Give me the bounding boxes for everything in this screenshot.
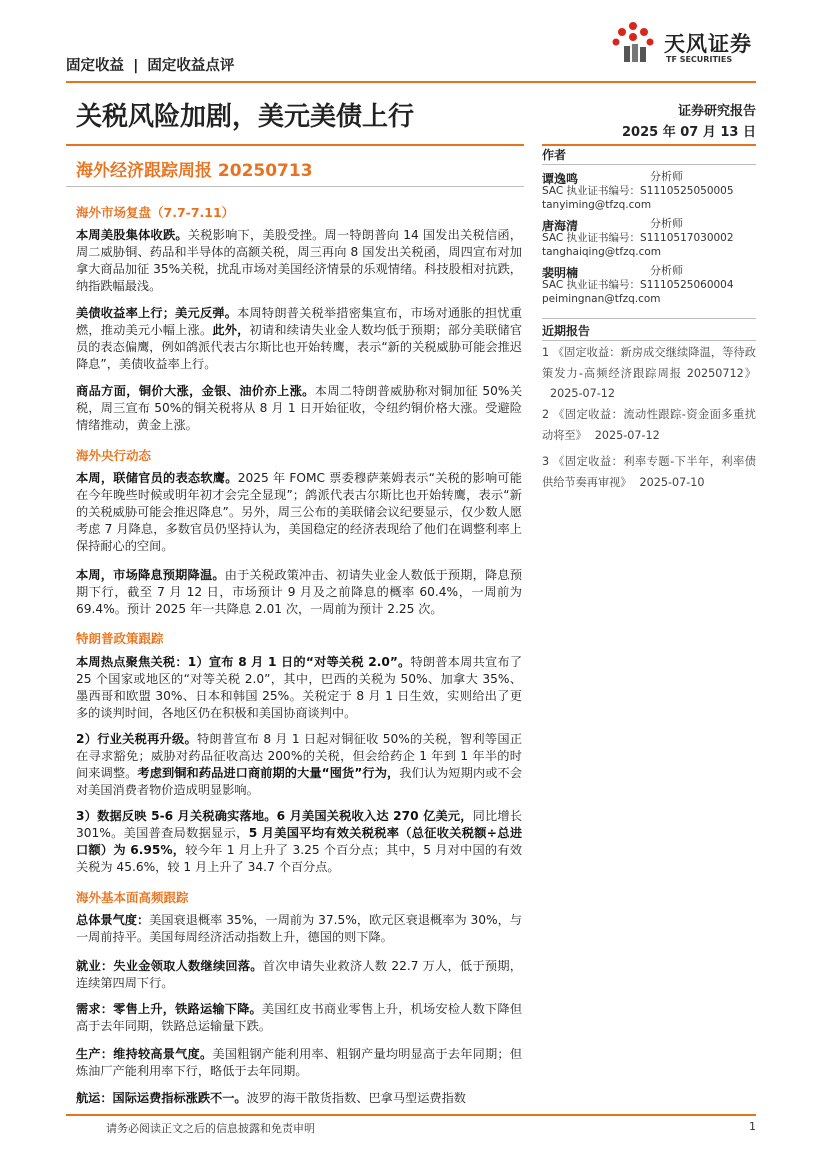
body-paragraph (76, 731, 522, 799)
author-sac: SAC 执业证书编号：S1110517030002 (542, 232, 734, 244)
paragraph-lead: 总体景气度： (76, 913, 150, 927)
authors-divider (542, 164, 756, 165)
paragraph-emphasis: 1）宣布 8 月 1 日的“对等关税 2.0”。 (187, 655, 411, 669)
body-paragraph (76, 1046, 522, 1080)
body-paragraph (76, 470, 522, 555)
author-name: 裴明楠 (542, 266, 579, 280)
paragraph-lead: 商品方面，铜价大涨，金银、油价亦上涨。 (76, 384, 315, 398)
recent-heading: 近期报告 (542, 324, 591, 338)
paragraph-lead: 3）数据反映 5-6 月关税确实落地。6 月美国关税收入达 270 亿美元， (76, 809, 473, 823)
paragraph-text: 我们认为短期内或不会对美国消费者物价造成明显影响。 (76, 766, 523, 797)
author-role: 分析师 (650, 217, 683, 230)
paragraph-text: 美国红皮书商业零售上升，机场安检人数下降但高于去年同期，铁路总运输量下跌。 (76, 1002, 523, 1033)
header-category (66, 54, 234, 75)
body-paragraph (76, 383, 522, 434)
footer-divider (66, 1114, 756, 1116)
paragraph-text: 特朗普本周共宣布了 25 个国家或地区的“对等关税 2.0”，其中，巴西的关税为 50%、加拿大 35%、墨西哥和欧盟 30%、日本和韩国 25%。关税定于 8 月 1 日生效，实则给出了更多的谈判时间，各地区仍在积极和美国协商谈判中。 (76, 655, 523, 720)
body-paragraph (76, 654, 522, 722)
body-paragraph (76, 305, 522, 373)
recent-report-item[interactable] (542, 343, 756, 405)
author-email[interactable]: tanghaiqing@tfzq.com (542, 246, 662, 258)
paragraph-text: 波罗的海干散货指数、巴拿马型运费指数 (246, 1091, 466, 1105)
section-heading: 特朗普政策跟踪 (76, 631, 164, 646)
body-paragraph (76, 227, 522, 295)
body-paragraph (76, 808, 522, 876)
paragraph-lead: 需求：零售上升，铁路运输下降。 (76, 1002, 262, 1016)
recent-report-item[interactable] (542, 452, 756, 493)
paragraph-lead: 本周美股集体收跌。 (76, 228, 188, 242)
body-paragraph (76, 912, 522, 946)
paragraph-text: 初请和续请失业金人数均低于预期；部分美联储官员的表态偏鹰，例如鸽派代表古尔斯比也开始转鹰，表示“新的关税威胁可能会推迟降息”，美债收益率上行。 (76, 323, 523, 371)
page-title: 关税风险加剧，美元美债上行 (76, 102, 415, 132)
recent-report-date: 2025-07-12 (550, 387, 616, 400)
paragraph-lead: 本周，市场降息预期降温。 (76, 568, 225, 582)
paragraph-lead: 美债收益率上行；美元反弹。 (76, 306, 238, 320)
paragraph-text: 美国衰退概率 35%，一周前为 37.5%，欧元区衰退概率为 30%，与一周前持平。美国每周经济活动指数上升，德国的则下降。 (76, 913, 522, 944)
brand-name-en: TF SECURITIES (666, 55, 733, 64)
report-subtitle: 海外经济跟踪周报 20250713 (76, 161, 313, 181)
recent-report-date: 2025-07-10 (639, 475, 705, 489)
paragraph-text: 较今年 1 月上升了 3.25 个百分点；其中，5 月对中国的有效关税为 45.6%，较 1 月上升了 34.7 个百分点。 (76, 843, 523, 874)
author-email[interactable]: tanyiming@tfzq.com (542, 199, 652, 211)
category-separator: | (133, 58, 139, 74)
title-divider-left (66, 144, 524, 146)
author-sac: SAC 执业证书编号：S1110525050005 (542, 185, 734, 197)
recent-divider (542, 340, 756, 341)
recent-report-title: 2 《固定收益：流动性跟踪-资金面多重扰动将至》 (542, 408, 756, 442)
report-date: 2025 年 07 月 13 日 (622, 125, 756, 140)
author-role: 分析师 (650, 170, 683, 183)
author-name: 唐海清 (542, 219, 579, 233)
author-sac: SAC 执业证书编号：S1110525060004 (542, 279, 734, 291)
report-type: 证券研究报告 (677, 104, 756, 119)
author-block (542, 215, 756, 259)
paragraph-text: 同比增长 301%。美国普查局数据显示， (76, 809, 523, 840)
header-divider (66, 81, 756, 83)
paragraph-text: 关税影响下，美股受挫。周一特朗普向 14 国发出关税信函，周二威胁铜、药品和半导体的高额关税，周三再向 8 国发出关税函，周四宣布对加拿大商品加征 35%关税，扰乱市场对美国经济情景的乐观情绪。科技股相对抗跌，纳指跌幅最浅。 (76, 228, 522, 293)
subtitle-divider (66, 186, 524, 187)
author-name: 谭逸鸣 (542, 172, 579, 186)
category-label: 固定收益 (66, 58, 124, 74)
paragraph-text: 2025 年 FOMC 票委穆萨莱姆表示“关税的影响可能在今年晚些时候或明年初才会完全显现”；鸽派代表古尔斯比也开始转鹰，表示“新的关税威胁可能会推迟降息”。另外，周三公布的美联储会议纪要显示，仅少数人愿考虑 7 月降息，多数官员仍坚持认为，美国稳定的经济表现给了他们在调整利率上保持耐心的空间。 (76, 471, 522, 553)
recent-top-divider (542, 318, 756, 319)
recent-report-item[interactable] (542, 405, 756, 446)
body-paragraph (76, 1090, 522, 1107)
paragraph-lead: 就业：失业金领取人数继续回落。 (76, 959, 263, 973)
page-number: 1 (749, 1120, 756, 1133)
paragraph-text: 特朗普宣布 8 月 1 日起对铜征收 50%的关税，智利等国正在寻求豁免；威胁对药品征收高达 200%的关税，但会给药企 1 年到 1 年半的时间来调整。 (76, 732, 523, 780)
paragraph-text: 本周二特朗普威胁称对铜加征 50%关税，周三宣布 50%的铜关税将从 8 月 1 日开始征收，令纽约铜价格大涨。受避险情绪推动，黄金上涨。 (76, 384, 523, 432)
paragraph-text: 美国粗钢产能利用率、粗钢产量均明显高于去年同期；但炼油厂产能利用率下行，略低于去年同期。 (76, 1047, 523, 1078)
brand-name-cn: 天风证券 (664, 32, 752, 56)
paragraph-lead: 本周，联储官员的表态软鹰。 (76, 471, 238, 485)
paragraph-lead: 2）行业关税再升级。 (76, 732, 197, 746)
author-block (542, 262, 756, 306)
section-heading: 海外市场复盘（7.7-7.11） (76, 205, 235, 220)
recent-report-date: 2025-07-12 (594, 428, 660, 442)
paragraph-text: 首次申请失业救济人数 22.7 万人，低于预期，连续第四周下行。 (76, 959, 522, 990)
section-heading: 海外基本面高频跟踪 (76, 890, 189, 905)
footer-disclaimer: 请务必阅读正文之后的信息披露和免责申明 (106, 1122, 315, 1135)
paragraph-lead: 航运：国际运费指标涨跌不一。 (76, 1091, 247, 1105)
recent-report-title: 3 《固定收益：利率专题-下半年，利率债供给节奏再审视》 (542, 455, 756, 489)
paragraph-text: 由于关税政策冲击、初请失业金人数低于预期，降息预期下行，截至 7 月 12 日，市场预计 9 月及之前降息的概率 60.4%，一周前为 69.4%。预计 2025 年一共降息 2.01 次，一周前为预计 2.25 次。 (76, 568, 523, 616)
paragraph-emphasis: 5 月美国平均有效关税税率（总征收关税额÷总进口额）为 6.95%， (76, 826, 523, 857)
brand-logo-icon (610, 20, 656, 68)
authors-heading: 作者 (542, 148, 567, 162)
author-role: 分析师 (650, 264, 683, 277)
author-email[interactable]: peimingnan@tfzq.com (542, 293, 661, 305)
paragraph-lead: 生产：维持较高景气度。 (76, 1047, 213, 1061)
section-heading: 海外央行动态 (76, 448, 152, 463)
author-block (542, 168, 756, 212)
body-paragraph (76, 567, 522, 618)
body-paragraph (76, 1001, 522, 1035)
paragraph-text: 本周特朗普关税举措密集宣布，市场对通胀的担忧重燃，推动美元小幅上涨。 (76, 306, 523, 337)
paragraph-emphasis: 此外， (212, 323, 250, 337)
body-paragraph (76, 958, 522, 992)
brand-logo (610, 20, 760, 70)
recent-report-title: 1 《固定收益：新房成交继续降温，等待政策发力-高频经济跟踪周报 20250712》 (542, 346, 756, 380)
paragraph-lead: 本周热点聚焦关税： (76, 655, 188, 669)
subcategory-label: 固定收益点评 (147, 58, 235, 74)
paragraph-emphasis: 考虑到铜和药品进口商前期的大量“囤货”行为， (137, 766, 400, 780)
